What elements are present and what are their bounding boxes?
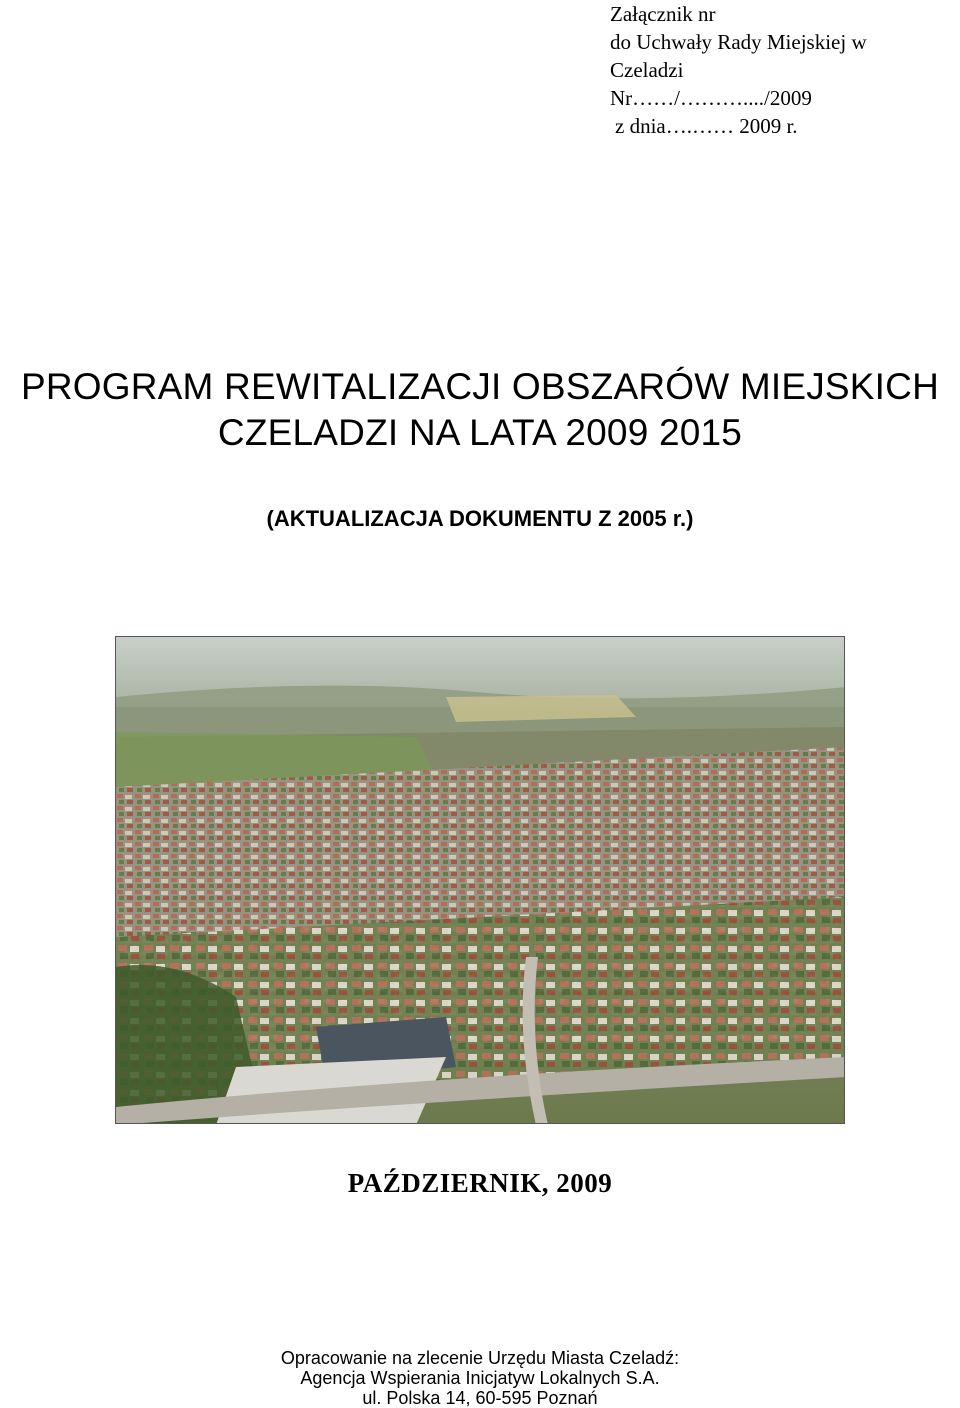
footer-credits — [0, 1348, 960, 1408]
annex-line-5: z dnia….…… 2009 r. — [615, 114, 798, 138]
document-subtitle: (AKTUALIZACJA DOKUMENTU Z 2005 r.) — [266, 506, 694, 531]
annex-line-4: Nr……/………..../2009 — [610, 86, 812, 110]
aerial-city-photo — [115, 636, 845, 1124]
document-date: PAŹDZIERNIK, 2009 — [347, 1168, 613, 1198]
annex-line-2: do Uchwały Rady Miejskiej w — [610, 30, 867, 54]
footer-line-1: Opracowanie na zlecenie Urzędu Miasta Czeladź: — [280, 1348, 680, 1368]
title-line-1: PROGRAM REWITALIZACJI OBSZARÓW MIEJSKICH — [21, 366, 939, 407]
document-title — [0, 364, 960, 456]
title-line-2: CZELADZI NA LATA 2009 2015 — [217, 412, 743, 453]
aerial-photo-illustration — [116, 637, 845, 1124]
footer-line-2: Agencja Wspierania Inicjatyw Lokalnych S.A. — [300, 1368, 660, 1388]
annex-line-1: Załącznik nr — [610, 2, 716, 26]
footer-line-3: ul. Polska 14, 60-595 Poznań — [362, 1388, 598, 1408]
annex-line-3: Czeladzi — [610, 58, 684, 82]
annex-note — [610, 0, 867, 140]
